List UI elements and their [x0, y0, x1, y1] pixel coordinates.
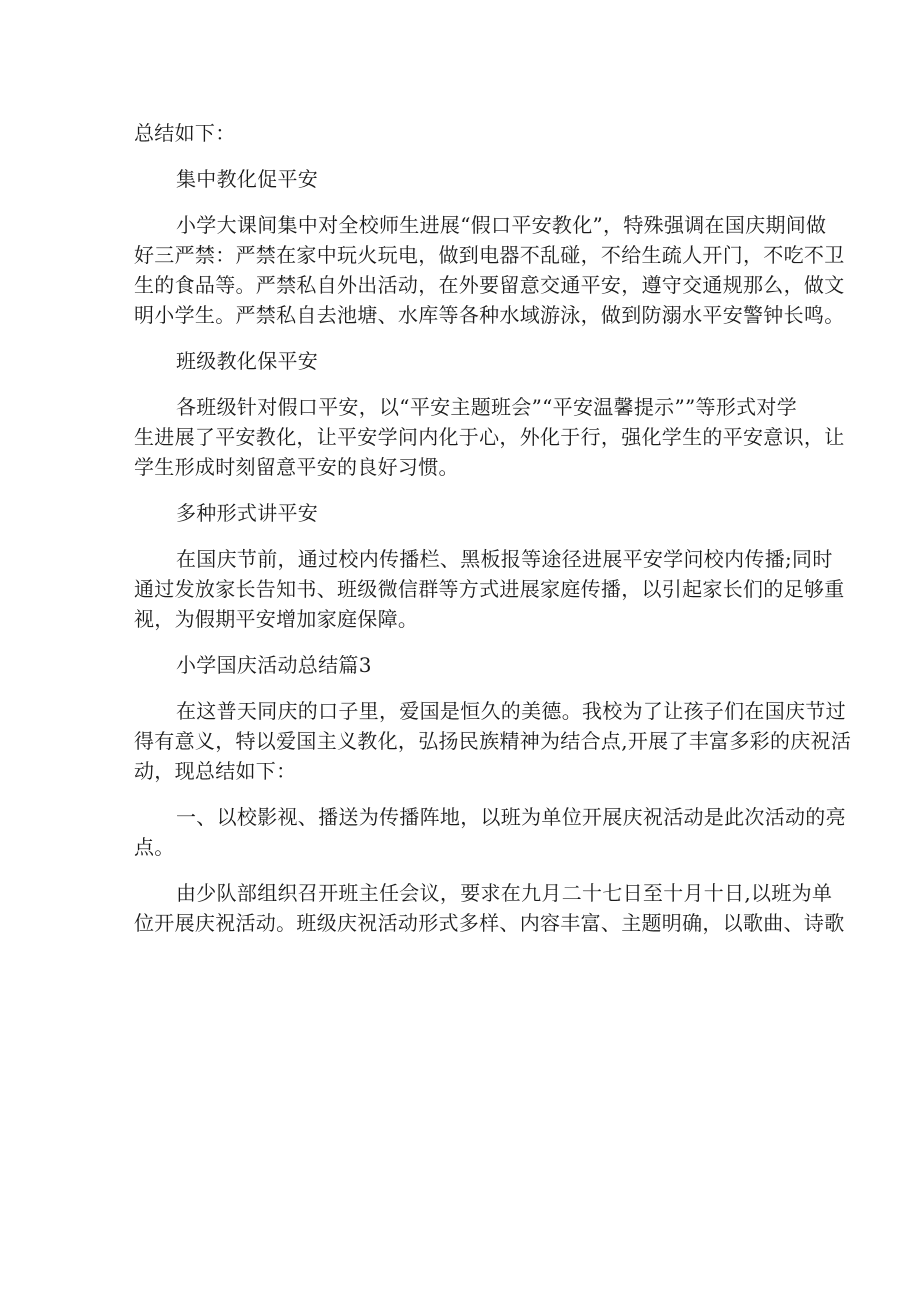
text-line: 在这普天同庆的口子里，爱国是恒久的美德。我校为了让孩子们在国庆节过 — [176, 699, 846, 723]
text-line: 生的食品等。严禁私自外出活动，在外要留意交通平安，遵守交通规那么，做文 — [134, 273, 845, 297]
text-line: 通过发放家长告知书、班级微信群等方式进展家庭传播，以引起家长们的足够重 — [134, 577, 845, 601]
text-line: 班级教化保平安 — [176, 349, 319, 373]
document-body — [134, 118, 852, 938]
text-line: 小学大课间集中对全校师生进展“假口平安教化”，特殊强调在国庆期间做 — [176, 213, 827, 237]
text-line: 由少队部组织召开班主任会议，要求在九月二十七日至十月十日,以班为单 — [176, 881, 833, 905]
text-line: 各班级针对假口平安，以“平安主题班会”“平安温馨提示””等形式对学 — [176, 395, 798, 419]
text-line: 生进展了平安教化，让平安学问内化于心，外化于行，强化学生的平安意识，让 — [134, 425, 845, 449]
text-line: 学生形成时刻留意平安的良好习惯。 — [134, 455, 459, 479]
text-line: 多种形式讲平安 — [176, 501, 319, 525]
text-line: 得有意义，特以爱国主义教化，弘扬民族精神为结合点,开展了丰富多彩的庆祝活 — [134, 729, 852, 753]
text-line: 好三严禁：严禁在家中玩火玩电，做到电器不乱碰，不给生疏人开门，不吃不卫 — [134, 243, 845, 267]
text-line: 小学国庆活动总结篇3 — [176, 653, 372, 677]
text-line: 点。 — [134, 835, 175, 859]
text-line: 明小学生。严禁私自去池塘、水库等各种水域游泳，做到防溺水平安警钟长鸣。 — [134, 303, 845, 327]
text-line: 集中教化促平安 — [176, 167, 319, 191]
text-line: 位开展庆祝活动。班级庆祝活动形式多样、内容丰富、主题明确，以歌曲、诗歌 — [134, 911, 845, 935]
text-line: 一、以校影视、播送为传播阵地，以班为单位开展庆祝活动是此次活动的亮 — [176, 805, 846, 829]
text-line: 在国庆节前，通过校内传播栏、黑板报等途径进展平安学问校内传播;同时 — [176, 547, 833, 571]
text-line: 动，现总结如下： — [134, 759, 297, 783]
text-line: 总结如下： — [134, 121, 236, 145]
text-line: 视，为假期平安增加家庭保障。 — [134, 607, 419, 631]
